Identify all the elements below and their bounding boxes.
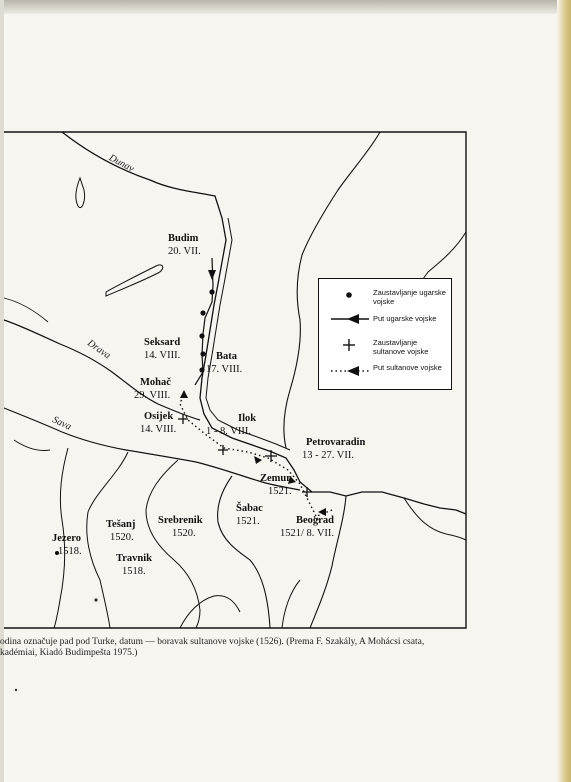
figure-caption [0,637,470,659]
dot-icon [327,285,371,309]
legend-sultan-stop [319,335,451,359]
place-sabac-name: Šabac [236,503,263,514]
bosnian-river-3 [146,460,200,628]
place-ilok-date: 1 - 8. VIII. [206,426,252,437]
place-srebrenik [158,514,203,540]
place-seksard-name: Seksard [144,337,181,348]
eastern-danube-bend [404,498,466,540]
place-petrovaradin-date: 13 - 27. VII. [302,450,355,461]
place-osijek-name: Osijek [144,411,174,422]
solid-arrow-icon [327,309,371,333]
place-zemun-name: Zemun [260,473,293,484]
hungarian-stop-4 [200,351,205,356]
drina-river [218,476,270,628]
place-mohac-name: Mohač [140,377,171,388]
lake-balaton [106,265,163,296]
dotted-arrow-icon [327,361,371,385]
place-seksard [144,336,180,362]
label-drava: Drava [85,337,113,362]
label-dunav: Dunav [106,152,136,175]
place-bata [206,350,243,376]
place-jezero-date: 1518. [58,546,82,557]
southern-river-1 [180,596,240,628]
place-travnik-date: 1518. [122,566,146,577]
hungarian-stop-1 [209,289,214,294]
map-legend [318,278,452,390]
legend-sultan-route-label: Put sultanove vojske [373,363,442,372]
place-tesanj-date: 1520. [110,532,134,543]
legend-hungarian-stop [319,285,451,309]
sultan-route-arrow-2 [254,456,262,464]
place-sabac-date: 1521. [236,516,260,527]
place-zemun [260,472,292,498]
hungarian-stop-5 [199,367,204,372]
legend-sultan-stop-label: Zaustavljanje sultanove vojske [373,338,429,356]
place-bata-name: Bata [216,351,237,362]
hungarian-route-arrow [208,270,216,280]
place-srebrenik-name: Srebrenik [158,515,203,526]
place-beograd-name: Beograd [296,515,334,526]
place-jezero [52,532,82,558]
place-beograd-date: 1521/ 8. VII. [280,528,335,539]
cross-icon [327,335,371,359]
place-travnik [116,552,152,578]
hungarian-stop-2 [200,310,205,315]
place-budim [168,232,201,258]
place-budim-date: 20. VII. [168,246,201,257]
place-mohac [134,376,171,402]
label-sava: Sava [50,414,73,433]
place-budim-name: Budim [168,233,199,244]
sultan-route-arrow-1 [180,390,188,398]
place-tesanj-name: Tešanj [106,519,136,530]
place-zemun-date: 1521. [268,486,292,497]
caption-line-2: kadémiai, Kiadó Budimpešta 1975.) [0,648,138,658]
place-petrovaradin [302,436,366,462]
legend-sultan-route [319,361,451,385]
northern-lake [76,178,85,208]
legend-hungarian-stop-label: Zaustavljanje ugarske vojske [373,288,446,306]
legend-hungarian-route [319,309,451,333]
place-ilok-name: Ilok [238,413,257,424]
place-osijek [140,410,177,436]
place-jezero-name: Jezero [52,533,81,544]
drava-tributary [4,298,48,322]
place-sabac [236,502,263,528]
place-tesanj [106,518,135,544]
caption-line-1: odina označuje pad pod Turke, datum — boravak sultanove vojske (1526). (Prema F. Szakály, A Mohácsi csata, [0,637,425,647]
place-srebrenik-date: 1520. [172,528,196,539]
place-petrovaradin-name: Petrovaradin [306,437,366,448]
place-ilok [206,412,257,438]
place-seksard-date: 14. VIII. [144,350,181,361]
southern-river-2 [282,580,300,628]
legend-hungarian-route-label: Put ugarske vojske [373,314,437,323]
speck [94,598,97,601]
place-travnik-name: Travnik [116,553,152,564]
place-mohac-date: 29. VIII. [134,390,171,401]
western-stream [14,440,50,451]
place-beograd [280,514,335,540]
speck-2 [15,689,17,691]
drava-river [4,320,200,420]
place-osijek-date: 14. VIII. [140,424,177,435]
hungarian-stop-3 [199,333,204,338]
place-bata-date: 17. VIII. [206,364,243,375]
